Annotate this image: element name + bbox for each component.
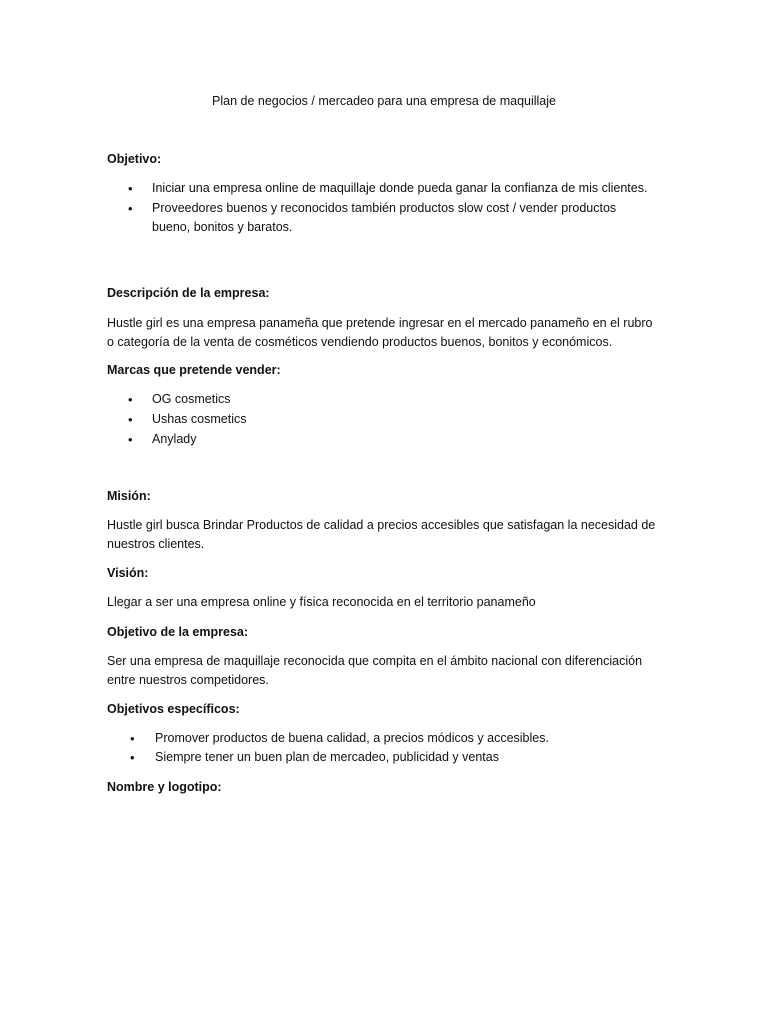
marcas-heading: Marcas que pretende vender:: [107, 363, 281, 377]
list-item-text: Anylady: [152, 432, 197, 446]
objetivo-heading: Objetivo:: [107, 152, 162, 166]
mision-line-1: Hustle girl busca Brindar Productos de calidad a precios accesibles que satisfagan la necesidad de: [107, 518, 656, 532]
nombre-logotipo-heading: Nombre y logotipo:: [107, 780, 222, 794]
descripcion-line-1: Hustle girl es una empresa panameña que pretende ingresar en el mercado panameño en el rubro: [107, 316, 653, 330]
list-item-text: Proveedores buenos y reconocidos también productos slow cost / vender productos: [152, 201, 617, 215]
list-item-text: Iniciar una empresa online de maquillaje donde pueda ganar la confianza de mis clientes.: [152, 181, 648, 195]
objetivo-empresa-line-1: Ser una empresa de maquillaje reconocida que compita en el ámbito nacional con diferenciación: [107, 654, 643, 668]
objetivo-empresa-line-2: entre nuestros competidores.: [107, 673, 269, 687]
descripcion-line-2: o categoría de la venta de cosméticos vendiendo productos buenos, bonitos y económicos.: [107, 335, 613, 349]
bullet-icon: •: [128, 201, 133, 216]
vision-text: Llegar a ser una empresa online y física reconocida en el territorio panameño: [107, 595, 536, 609]
bullet-icon: •: [128, 392, 133, 407]
bullet-icon: •: [130, 750, 135, 765]
vision-heading: Visión:: [107, 566, 149, 580]
objetivos-especificos-heading: Objetivos específicos:: [107, 702, 240, 716]
descripcion-heading: Descripción de la empresa:: [107, 286, 270, 300]
bullet-icon: •: [130, 731, 135, 746]
list-item-text: Promover productos de buena calidad, a precios módicos y accesibles.: [155, 731, 549, 745]
bullet-icon: •: [128, 412, 133, 427]
bullet-icon: •: [128, 432, 133, 447]
mision-heading: Misión:: [107, 489, 151, 503]
bullet-icon: •: [128, 181, 133, 196]
list-item-text: Ushas cosmetics: [152, 412, 247, 426]
list-item-text: Siempre tener un buen plan de mercadeo, publicidad y ventas: [155, 750, 499, 764]
mision-line-2: nuestros clientes.: [107, 537, 205, 551]
list-item-text: OG cosmetics: [152, 392, 231, 406]
list-item-continuation: bueno, bonitos y baratos.: [152, 220, 293, 234]
document-title: Plan de negocios / mercadeo para una empresa de maquillaje: [212, 94, 556, 108]
objetivo-empresa-heading: Objetivo de la empresa:: [107, 625, 249, 639]
